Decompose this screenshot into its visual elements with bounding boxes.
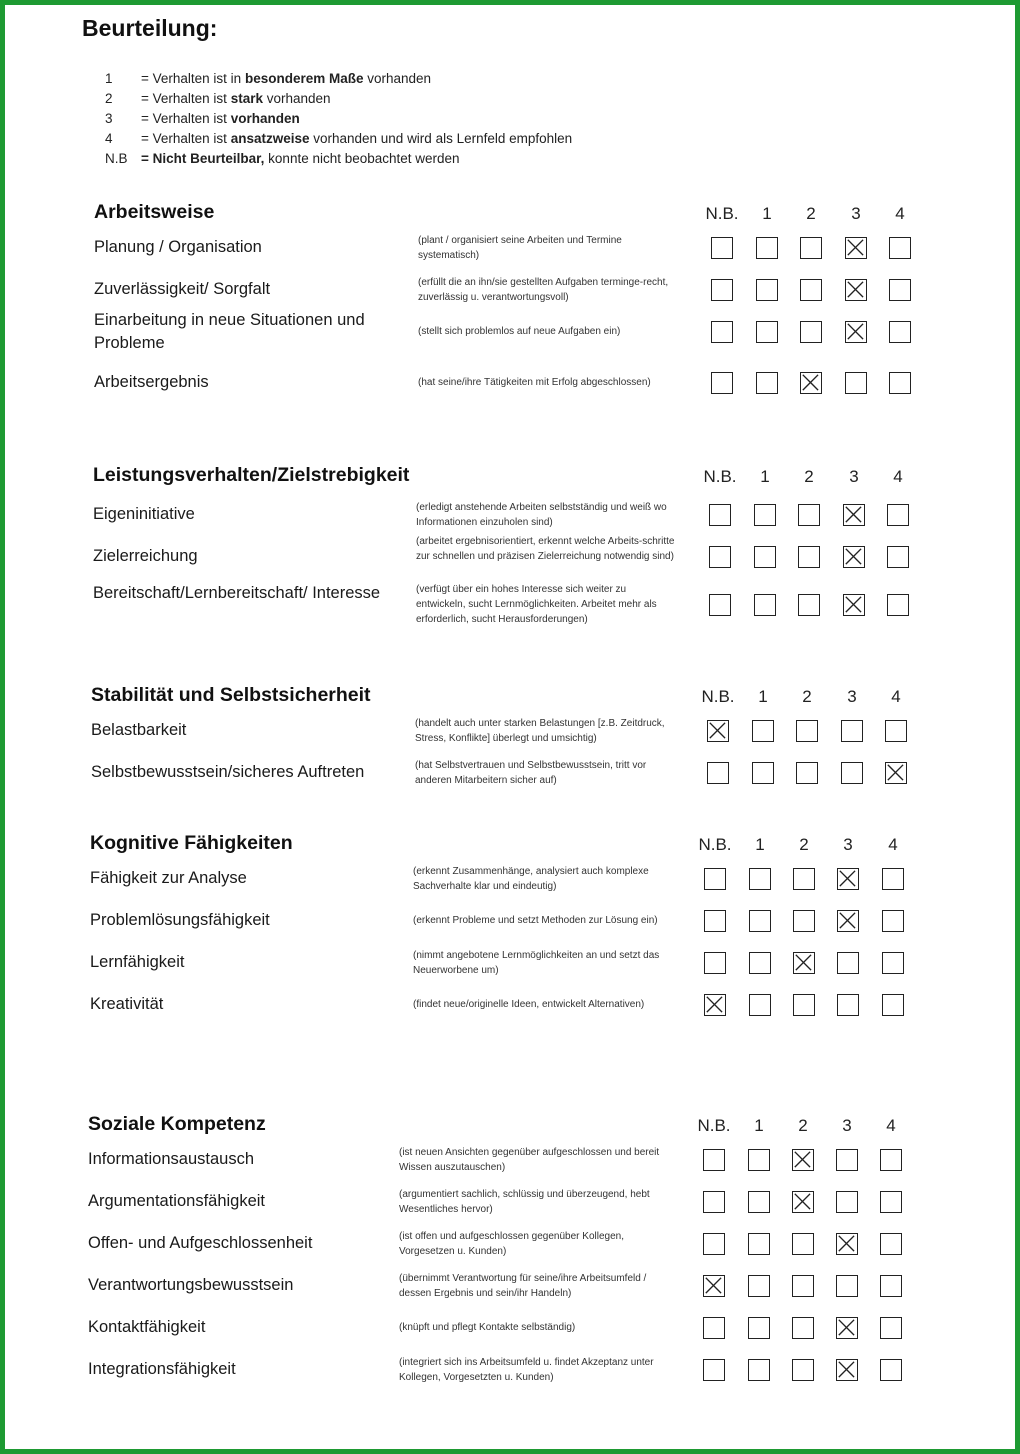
column-header-4: 4: [888, 835, 898, 854]
rating-checkbox-1[interactable]: [756, 279, 778, 301]
legend-text-part: vorhanden: [262, 91, 331, 106]
rating-checkbox-checked[interactable]: [792, 1191, 814, 1213]
column-header-3: 3: [849, 467, 859, 486]
rating-checkbox-1[interactable]: [749, 868, 771, 890]
rating-checkbox-3[interactable]: [836, 1149, 858, 1171]
cross-mark-icon: [846, 280, 866, 300]
cross-mark-icon: [794, 953, 814, 973]
rating-checkbox-0[interactable]: [703, 1233, 725, 1255]
criterion-description: (verfügt über ein hohes Interesse sich weiter zu entwickeln, sucht Lernmöglichkeiten. Arbeitet mehr als erforderlich, sucht Herausforderungen): [416, 584, 657, 625]
legend-text: [141, 129, 572, 149]
cross-mark-icon: [844, 595, 864, 615]
criterion-description: (stellt sich problemlos auf neue Aufgaben ein): [418, 326, 621, 337]
rating-checkbox-1[interactable]: [754, 546, 776, 568]
legend-row: [105, 109, 572, 129]
rating-checkbox-4[interactable]: [882, 952, 904, 974]
cross-mark-icon: [801, 373, 821, 393]
rating-checkbox-checked[interactable]: [845, 279, 867, 301]
rating-checkbox-1[interactable]: [748, 1191, 770, 1213]
rating-checkbox-checked[interactable]: [836, 1233, 858, 1255]
rating-checkbox-checked[interactable]: [792, 1149, 814, 1171]
rating-checkbox-4[interactable]: [889, 372, 911, 394]
criterion-label: Kontaktfähigkeit: [88, 1318, 206, 1336]
legend-text-part: = Nicht Beurteilbar,: [141, 151, 265, 166]
legend-text-part: ansatzweise: [230, 131, 310, 146]
rating-checkbox-1[interactable]: [748, 1149, 770, 1171]
rating-checkbox-3[interactable]: [836, 1191, 858, 1213]
cross-mark-icon: [837, 1360, 857, 1380]
rating-checkbox-0[interactable]: [707, 762, 729, 784]
rating-checkbox-0[interactable]: [704, 952, 726, 974]
rating-checkbox-checked[interactable]: [704, 994, 726, 1016]
criterion-description: (knüpft und pflegt Kontakte selbständig): [399, 1322, 576, 1333]
criterion-description: (erkennt Probleme und setzt Methoden zur Lösung ein): [413, 915, 658, 926]
rating-checkbox-0[interactable]: [709, 594, 731, 616]
criterion-description: (erledigt anstehende Arbeiten selbstständig und weiß wo Informationen einzuholen sind): [416, 502, 667, 528]
rating-checkbox-2[interactable]: [798, 546, 820, 568]
section-title: Kognitive Fähigkeiten: [90, 832, 293, 854]
section-title: Soziale Kompetenz: [88, 1113, 266, 1135]
column-header-1: 1: [760, 467, 770, 486]
criterion-label: Lernfähigkeit: [90, 953, 185, 971]
column-header-3: 3: [843, 835, 853, 854]
rating-checkbox-checked[interactable]: [703, 1275, 725, 1297]
criterion-description: (hat seine/ihre Tätigkeiten mit Erfolg abgeschlossen): [418, 377, 651, 388]
rating-checkbox-0[interactable]: [711, 237, 733, 259]
rating-checkbox-0[interactable]: [704, 868, 726, 890]
rating-checkbox-2[interactable]: [800, 237, 822, 259]
rating-checkbox-2[interactable]: [792, 1317, 814, 1339]
rating-checkbox-0[interactable]: [703, 1191, 725, 1213]
legend-text: [141, 89, 331, 109]
rating-checkbox-3[interactable]: [845, 372, 867, 394]
criterion-label: Offen- und Aufgeschlossenheit: [88, 1234, 313, 1252]
criterion-label: Selbstbewusstsein/sicheres Auftreten: [91, 763, 365, 781]
legend-text-part: = Verhalten ist in: [141, 71, 245, 86]
criterion-description: (ist offen und aufgeschlossen gegenüber Kollegen, Vorgesetzen u. Kunden): [399, 1231, 624, 1257]
rating-checkbox-0[interactable]: [711, 372, 733, 394]
rating-checkbox-1[interactable]: [756, 237, 778, 259]
rating-checkbox-checked[interactable]: [793, 952, 815, 974]
legend-text-part: vorhanden und wird als Lernfeld empfohlen: [309, 131, 573, 146]
rating-checkbox-checked[interactable]: [837, 910, 859, 932]
column-header-4: 4: [895, 204, 905, 223]
rating-checkbox-1[interactable]: [756, 372, 778, 394]
cross-mark-icon: [705, 995, 725, 1015]
criterion-label: Planung / Organisation: [94, 238, 262, 256]
rating-checkbox-checked[interactable]: [843, 546, 865, 568]
section-title: Leistungsverhalten/Zielstrebigkeit: [93, 464, 410, 486]
rating-checkbox-3[interactable]: [836, 1275, 858, 1297]
rating-checkbox-2[interactable]: [796, 762, 818, 784]
rating-checkbox-2[interactable]: [792, 1359, 814, 1381]
section-3: [5, 684, 1020, 786]
rating-checkbox-4[interactable]: [889, 279, 911, 301]
cross-mark-icon: [886, 763, 906, 783]
criterion-description: (arbeitet ergebnisorientiert, erkennt welche Arbeits-schritte zur schnellen und präzisen Zielerreichung notwendig sind): [416, 536, 675, 562]
cross-mark-icon: [837, 1234, 857, 1254]
section-2: [5, 464, 1020, 625]
criterion-label: Belastbarkeit: [91, 721, 187, 739]
legend-text: [141, 69, 431, 89]
legend-row: [105, 89, 572, 109]
rating-checkbox-4[interactable]: [887, 504, 909, 526]
rating-checkbox-checked[interactable]: [885, 762, 907, 784]
column-header-2: 2: [799, 835, 809, 854]
rating-checkbox-1[interactable]: [756, 321, 778, 343]
rating-checkbox-2[interactable]: [793, 994, 815, 1016]
legend-text-part: = Verhalten ist: [141, 131, 231, 146]
rating-checkbox-4[interactable]: [887, 546, 909, 568]
rating-checkbox-2[interactable]: [800, 321, 822, 343]
rating-checkbox-4[interactable]: [882, 994, 904, 1016]
criterion-label: Arbeitsergebnis: [94, 373, 209, 391]
column-header-2: 2: [802, 687, 812, 706]
column-header-4: 4: [893, 467, 903, 486]
legend-code: 3: [105, 111, 113, 126]
column-header-0: N.B.: [701, 687, 735, 706]
cross-mark-icon: [846, 322, 866, 342]
legend-text-part: vorhanden: [230, 111, 300, 126]
rating-checkbox-checked[interactable]: [707, 720, 729, 742]
rating-checkbox-0[interactable]: [709, 546, 731, 568]
criterion-description: (übernimmt Verantwortung für seine/ihre Arbeitsumfeld / dessen Ergebnis und sein/ihr Handeln): [399, 1273, 647, 1299]
rating-checkbox-1[interactable]: [748, 1359, 770, 1381]
legend-row: [105, 149, 572, 169]
rating-checkbox-1[interactable]: [752, 762, 774, 784]
criterion-label: Einarbeitung in neue Situationen und Probleme: [94, 311, 365, 352]
rating-checkbox-4[interactable]: [882, 868, 904, 890]
rating-checkbox-0[interactable]: [711, 279, 733, 301]
legend-row: [105, 69, 572, 89]
column-header-0: N.B.: [705, 204, 739, 223]
legend-text-part: = Verhalten ist: [141, 111, 231, 126]
criterion-description: (ist neuen Ansichten gegenüber aufgeschlossen und bereit Wissen auszutauschen): [399, 1147, 660, 1173]
rating-checkbox-1[interactable]: [748, 1317, 770, 1339]
cross-mark-icon: [838, 911, 858, 931]
rating-checkbox-4[interactable]: [887, 594, 909, 616]
legend-code: 1: [105, 71, 113, 86]
rating-checkbox-2[interactable]: [793, 910, 815, 932]
criterion-label: Zielerreichung: [93, 547, 198, 565]
cross-mark-icon: [844, 505, 864, 525]
legend-text-part: stark: [230, 91, 263, 106]
rating-checkbox-checked[interactable]: [843, 504, 865, 526]
criterion-label: Kreativität: [90, 995, 164, 1013]
rating-checkbox-4[interactable]: [880, 1233, 902, 1255]
column-header-1: 1: [754, 1116, 764, 1135]
legend-text-part: besonderem Maße: [244, 71, 364, 86]
column-header-2: 2: [798, 1116, 808, 1135]
rating-checkbox-checked[interactable]: [836, 1359, 858, 1381]
rating-checkbox-1[interactable]: [754, 594, 776, 616]
column-header-0: N.B.: [703, 467, 737, 486]
column-header-3: 3: [851, 204, 861, 223]
rating-checkbox-2[interactable]: [798, 504, 820, 526]
column-header-1: 1: [762, 204, 772, 223]
rating-checkbox-3[interactable]: [837, 994, 859, 1016]
section-5: [5, 1113, 1020, 1383]
legend-code: 2: [105, 91, 113, 106]
column-header-1: 1: [758, 687, 768, 706]
criterion-label: Eigeninitiative: [93, 505, 195, 523]
rating-checkbox-0[interactable]: [704, 910, 726, 932]
cross-mark-icon: [793, 1192, 813, 1212]
page-title: Beurteilung:: [82, 15, 218, 41]
legend-text: [141, 109, 300, 129]
rating-legend: [105, 69, 572, 169]
rating-checkbox-checked[interactable]: [800, 372, 822, 394]
rating-checkbox-0[interactable]: [709, 504, 731, 526]
criterion-description: (argumentiert sachlich, schlüssig und überzeugend, hebt Wesentliches hervor): [399, 1189, 650, 1215]
rating-checkbox-0[interactable]: [703, 1317, 725, 1339]
rating-checkbox-0[interactable]: [703, 1149, 725, 1171]
criterion-description: (handelt auch unter starken Belastungen [z.B. Zeitdruck, Stress, Konflikte] überlegt und umsichtig): [415, 718, 665, 744]
legend-text-part: = Verhalten ist: [141, 91, 231, 106]
legend-code: 4: [105, 131, 113, 146]
rating-checkbox-0[interactable]: [703, 1359, 725, 1381]
legend-text: [141, 149, 460, 169]
rating-checkbox-2[interactable]: [796, 720, 818, 742]
column-header-2: 2: [804, 467, 814, 486]
column-header-3: 3: [847, 687, 857, 706]
rating-checkbox-1[interactable]: [749, 910, 771, 932]
column-header-2: 2: [806, 204, 816, 223]
criterion-description: (nimmt angebotene Lernmöglichkeiten an und setzt das Neuerworbene um): [413, 950, 660, 976]
rating-checkbox-4[interactable]: [880, 1149, 902, 1171]
rating-checkbox-checked[interactable]: [836, 1317, 858, 1339]
criterion-label: Verantwortungsbewusstsein: [88, 1276, 294, 1294]
criterion-label: Integrationsfähigkeit: [88, 1360, 236, 1378]
rating-checkbox-1[interactable]: [749, 994, 771, 1016]
cross-mark-icon: [844, 547, 864, 567]
rating-checkbox-4[interactable]: [885, 720, 907, 742]
criterion-label: Fähigkeit zur Analyse: [90, 869, 247, 887]
section-1: [5, 201, 1020, 391]
cross-mark-icon: [838, 869, 858, 889]
rating-checkbox-1[interactable]: [752, 720, 774, 742]
rating-checkbox-1[interactable]: [749, 952, 771, 974]
criterion-label: Argumentationsfähigkeit: [88, 1192, 266, 1210]
section-title: Arbeitsweise: [94, 201, 215, 223]
column-header-4: 4: [891, 687, 901, 706]
criterion-description: (findet neue/originelle Ideen, entwickelt Alternativen): [413, 999, 645, 1010]
rating-checkbox-4[interactable]: [880, 1317, 902, 1339]
column-header-4: 4: [886, 1116, 896, 1135]
section-title: Stabilität und Selbstsicherheit: [91, 684, 371, 706]
rating-checkbox-2[interactable]: [793, 868, 815, 890]
rating-checkbox-4[interactable]: [882, 910, 904, 932]
criterion-description: (hat Selbstvertrauen und Selbstbewusstsein, tritt vor anderen Mitarbeitern sicher auf): [415, 760, 647, 786]
column-header-3: 3: [842, 1116, 852, 1135]
criterion-label: Bereitschaft/Lernbereitschaft/ Interesse: [93, 584, 381, 602]
rating-checkbox-2[interactable]: [800, 279, 822, 301]
rating-checkbox-2[interactable]: [792, 1275, 814, 1297]
legend-text-part: vorhanden: [363, 71, 432, 86]
criterion-description: (erkennt Zusammenhänge, analysiert auch komplexe Sachverhalte klar und eindeutig): [413, 866, 649, 892]
criterion-label: Informationsaustausch: [88, 1150, 255, 1168]
criterion-label: Zuverlässigkeit/ Sorgfalt: [94, 280, 271, 298]
rating-checkbox-checked[interactable]: [845, 237, 867, 259]
rating-checkbox-3[interactable]: [841, 720, 863, 742]
rating-checkbox-1[interactable]: [754, 504, 776, 526]
rating-checkbox-3[interactable]: [841, 762, 863, 784]
rating-checkbox-2[interactable]: [798, 594, 820, 616]
cross-mark-icon: [846, 238, 866, 258]
criterion-description: (plant / organisiert seine Arbeiten und Termine systematisch): [418, 235, 622, 261]
rating-checkbox-3[interactable]: [837, 952, 859, 974]
criterion-label: Problemlösungsfähigkeit: [90, 911, 270, 929]
rating-checkbox-4[interactable]: [880, 1275, 902, 1297]
rating-checkbox-4[interactable]: [889, 321, 911, 343]
column-header-0: N.B.: [698, 835, 732, 854]
rating-checkbox-4[interactable]: [889, 237, 911, 259]
legend-row: [105, 129, 572, 149]
criterion-description: (integriert sich ins Arbeitsumfeld u. findet Akzeptanz unter Kollegen, Vorgesetzten u. Kunden): [399, 1357, 654, 1383]
rating-checkbox-4[interactable]: [880, 1191, 902, 1213]
rating-checkbox-checked[interactable]: [837, 868, 859, 890]
section-4: [5, 832, 1020, 1013]
column-header-1: 1: [755, 835, 765, 854]
cross-mark-icon: [793, 1150, 813, 1170]
rating-checkbox-1[interactable]: [748, 1233, 770, 1255]
rating-checkbox-0[interactable]: [711, 321, 733, 343]
criterion-description: (erfüllt die an ihn/sie gestellten Aufgaben terminge-recht, zuverlässig u. verantwortungsvoll): [418, 277, 669, 303]
rating-checkbox-checked[interactable]: [843, 594, 865, 616]
cross-mark-icon: [704, 1276, 724, 1296]
rating-checkbox-checked[interactable]: [845, 321, 867, 343]
cross-mark-icon: [837, 1318, 857, 1338]
rating-checkbox-2[interactable]: [792, 1233, 814, 1255]
rating-checkbox-1[interactable]: [748, 1275, 770, 1297]
column-header-0: N.B.: [697, 1116, 731, 1135]
rating-checkbox-4[interactable]: [880, 1359, 902, 1381]
legend-code: N.B: [105, 151, 128, 166]
legend-text-part: konnte nicht beobachtet werden: [264, 151, 460, 166]
cross-mark-icon: [708, 721, 728, 741]
